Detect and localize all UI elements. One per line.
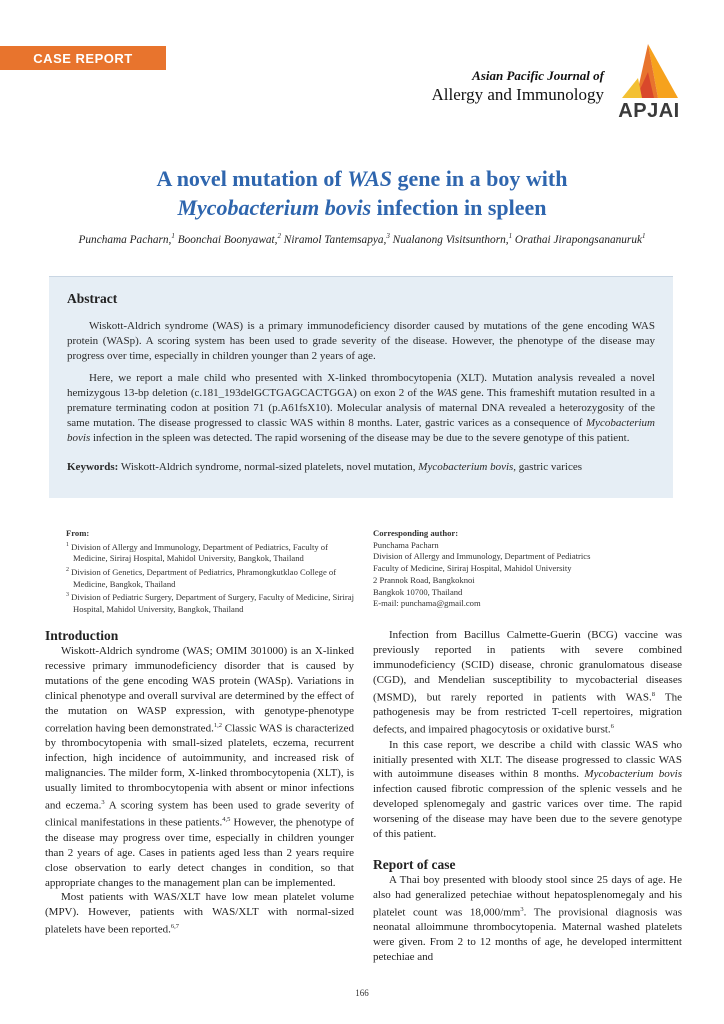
corresponding-author-line: Bangkok 10700, Thailand xyxy=(373,586,463,597)
body-column-left xyxy=(45,627,354,938)
author-list xyxy=(0,232,724,246)
body-paragraph: In this case report, we describe a child with classic WAS who initially presented with XLT. The disease progressed to classic WAS with autoimmune diseases within 8 months. Mycobacterium bovis infection caused fibrotic compression of the splenic vessels and he developed splenomegaly and gastric varices over time. The rapid worsening of the disease may have been due to the severe genotype of this patient. xyxy=(373,738,682,841)
author: Boonchai Boonyawat,$^2$ xyxy=(174,232,281,246)
report-of-case-heading: Report of case xyxy=(373,857,456,872)
page-number: 166 xyxy=(355,988,369,998)
journal-name xyxy=(432,68,605,105)
affiliations xyxy=(66,528,356,616)
body-paragraph: Infection from Bacillus Calmette-Guerin (BCG) vaccine was previously reported in patients with severe combined immunodeficiency (SCID) disease, chronic granulomatous disease (CGD), and Mendelian susceptibility to mycobacterial diseases (MSMD), but rarely reported in patients with WAS.$^8$ The pathogenesis may be from restricted T-cell repertoires, migration defects, and impaired phagocytosis or oxidative burst.$^6$ xyxy=(373,629,683,736)
title-line-2: Mycobacterium bovis infection in spleen xyxy=(177,195,547,220)
introduction-paragraph-2: Most patients with WAS/XLT have low mean platelet volume (MPV). However, patients with WAS/XLT with normal-sized platelets have been reported.$^{6,7}$ xyxy=(45,891,354,936)
article-title xyxy=(0,164,724,222)
keywords: Keywords: Wiskott-Aldrich syndrome, normal-sized platelets, novel mutation, Mycobacterium bovis, gastric varices xyxy=(67,460,583,473)
abstract-box xyxy=(49,276,673,498)
corresponding-author-line: Faculty of Medicine, Siriraj Hospital, Mahidol University xyxy=(373,563,572,574)
affiliation-item: $^3$ Division of Pediatric Surgery, Department of Surgery, Faculty of Medicine, Siriraj Hospital, Mahidol University, Bangkok, Thailand xyxy=(66,592,354,614)
abstract-paragraph-1: Wiskott-Aldrich syndrome (WAS) is a primary immunodeficiency disorder caused by mutations of the gene encoding WAS protein (WASp). A scoring system has been used to grade severity of the disease. However, the phenotype of the disease may progress over time, especially in children younger than 2 years of age. xyxy=(67,320,655,363)
corresponding-author-email: E-mail: punchama@gmail.com xyxy=(373,598,481,609)
journal-name-line1: Asian Pacific Journal of xyxy=(472,68,604,83)
apjai-logo-text: APJAI xyxy=(618,100,680,122)
author: Niramol Tantemsapya,$^3$ xyxy=(280,232,390,246)
title-line-1: A novel mutation of WAS gene in a boy with xyxy=(156,166,568,191)
article-type-tag: CASE REPORT xyxy=(0,46,166,70)
introduction-paragraph-1: Wiskott-Aldrich syndrome (WAS; OMIM 301000) is an X-linked recessive primary immunodeficiency disorder that is caused by mutations of the gene encoding WAS protein (WASp). Variations in clinical phenotype and overall survival are determined by the effect of the mutation on WASP expression, with genotype-phenotype correlation having been demonstrated.$^{1,2}$ Classic WAS is characterized by thrombocytopenia with small-sized platelets, eczema, recurrent infection, high incidence of autoimmunity, and increased risk of malignancies. The milder form, X-linked thrombocytopenia (XLT), is usually limited to thrombocytopenia with absent or minor infections and eczema.$^3$ A scoring system has been used to grade severity of clinical manifestations in these patients.$^{4,5}$ However, the phenotype of the disease may progress over time, especially in children younger than 2 years of age. Cases in patients aged less than 2 years require close observation to early detect changes in condition, so that appropriate changes to the management plan can be implemented. xyxy=(45,645,354,889)
affiliation-item: $^1$ Division of Allergy and Immunology, Department of Pediatrics, Faculty of Medicine, Siriraj Hospital, Mahidol University, Bangkok, Thailand xyxy=(66,541,328,564)
corresponding-author xyxy=(373,528,663,610)
author: Nualanong Visitsunthorn,$^1$ xyxy=(389,232,513,246)
corresponding-author-line: Division of Allergy and Immunology, Department of Pediatrics xyxy=(373,551,591,562)
author: Punchama Pacharn,$^1$ xyxy=(78,232,175,246)
corresponding-author-line: 2 Prannok Road, Bangkoknoi xyxy=(373,574,475,585)
introduction-heading: Introduction xyxy=(45,628,119,643)
affiliations-heading: From: xyxy=(66,528,90,538)
report-paragraph-1: A Thai boy presented with bloody stool since 25 days of age. He also had generalized petechiae without hepatosplenomegaly and his platelet count was $18,000/mm^3$. The provisional diagnosis was neonatal alloimmune thrombocytopenia. Maternal washed platelets were given. From 2 to 12 months of age, he developed intermittent petechiae and xyxy=(373,874,682,964)
corresponding-author-heading: Corresponding author: xyxy=(373,528,459,538)
affiliation-item: $^2$ Division of Genetics, Department of Pediatrics, Phramongkutklao College of Medicine, Bangkok, Thailand xyxy=(66,566,337,589)
author: Orathai Jirapongsananuruk$^1$ xyxy=(512,232,646,246)
abstract-paragraph-2: Here, we report a male child who presented with X-linked thrombocytopenia (XLT). Mutation analysis revealed a novel hemizygous 13-bp deletion (c.181_193delGCTGAGCACTGGA) on exon 2 of the WAS gene. This frameshift mutation resulted in a premature terminating codon at position 71 (p.A61fsX10). Molecular analysis of maternal DNA revealed a heterozygosity of the same mutation. The disease progressed to classic WAS within 8 months. Later, gastric varices as a consequence of Mycobacterium bovis infection in the spleen was detected. The rapid worsening of the disease may be due to the severe genotype of this patient. xyxy=(67,371,655,445)
corresponding-author-line: Punchama Pacharn xyxy=(373,539,439,550)
journal-name-line2: Allergy and Immunology xyxy=(431,85,604,104)
abstract-heading: Abstract xyxy=(67,291,118,306)
body-column-right xyxy=(373,628,682,965)
